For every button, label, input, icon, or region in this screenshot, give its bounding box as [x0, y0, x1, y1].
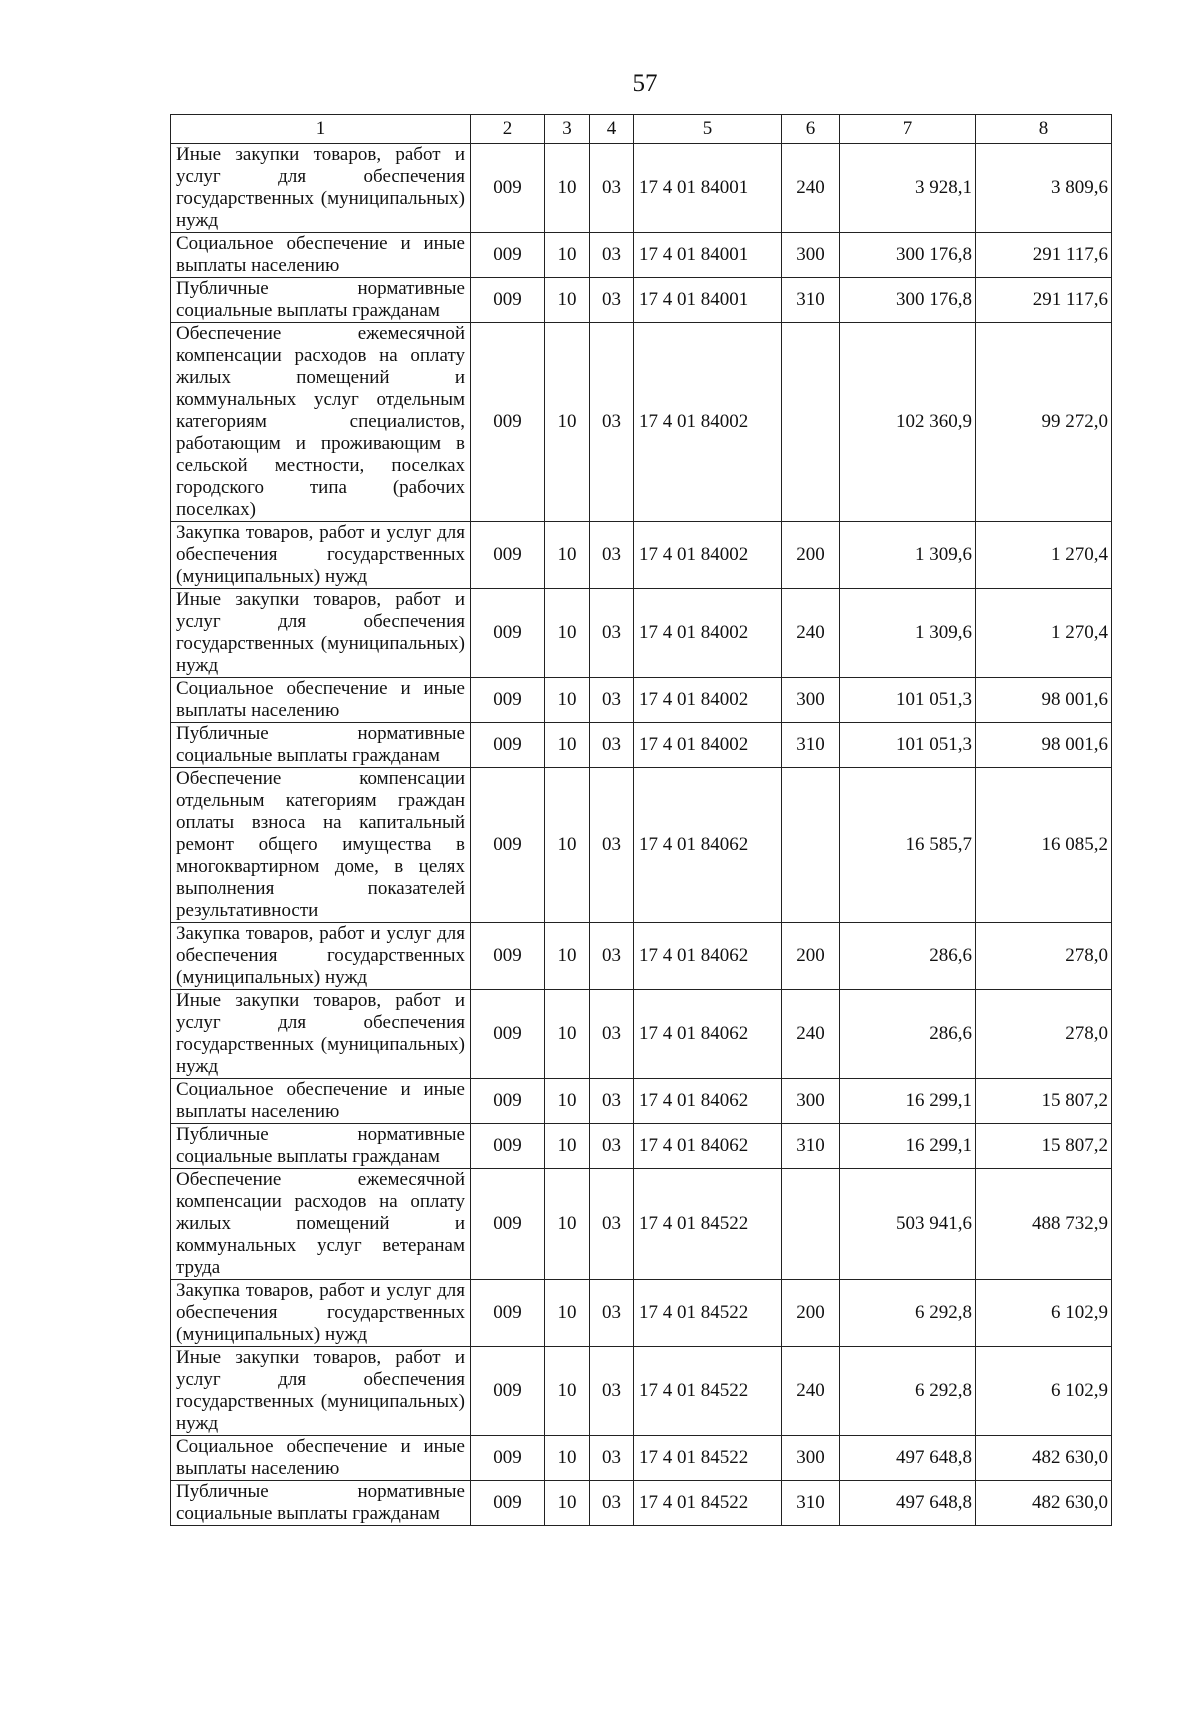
section-cell: 10: [545, 723, 590, 768]
row-name-cell: Закупка товаров, работ и услуг для обеспечения государственных (муниципальных) нужд: [171, 1280, 471, 1347]
section-cell: 10: [545, 1079, 590, 1124]
ministry-code-cell: 009: [471, 1481, 545, 1526]
target-article-cell: 17 4 01 84062: [634, 1124, 782, 1169]
section-cell: 10: [545, 1347, 590, 1436]
row-name-cell: Публичные нормативные социальные выплаты гражданам: [171, 723, 471, 768]
subsection-cell: 03: [590, 1169, 634, 1280]
amount-col8-cell: 98 001,6: [976, 723, 1112, 768]
row-name-cell: Иные закупки товаров, работ и услуг для обеспечения государственных (муниципальных) нужд: [171, 990, 471, 1079]
amount-col7-cell: 1 309,6: [840, 522, 976, 589]
target-article-cell: 17 4 01 84002: [634, 323, 782, 522]
table-row: [171, 144, 1112, 233]
target-article-cell: 17 4 01 84002: [634, 678, 782, 723]
table-row: [171, 1169, 1112, 1280]
target-article-cell: 17 4 01 84001: [634, 144, 782, 233]
amount-col7-cell: 16 585,7: [840, 768, 976, 923]
table-row: [171, 323, 1112, 522]
ministry-code-cell: 009: [471, 323, 545, 522]
ministry-code-cell: 009: [471, 990, 545, 1079]
expense-type-cell: [782, 768, 840, 923]
expense-type-cell: 310: [782, 1124, 840, 1169]
target-article-cell: 17 4 01 84522: [634, 1280, 782, 1347]
table-row: [171, 233, 1112, 278]
amount-col8-cell: 6 102,9: [976, 1280, 1112, 1347]
row-name-cell: Публичные нормативные социальные выплаты гражданам: [171, 1481, 471, 1526]
table-row: [171, 589, 1112, 678]
subsection-cell: 03: [590, 323, 634, 522]
table-row: [171, 768, 1112, 923]
table-row: [171, 923, 1112, 990]
row-name-cell: Закупка товаров, работ и услуг для обеспечения государственных (муниципальных) нужд: [171, 923, 471, 990]
amount-col7-cell: 3 928,1: [840, 144, 976, 233]
table-row: [171, 1280, 1112, 1347]
target-article-cell: 17 4 01 84522: [634, 1436, 782, 1481]
expense-type-cell: 240: [782, 144, 840, 233]
row-name-cell: Социальное обеспечение и иные выплаты населению: [171, 1079, 471, 1124]
subsection-cell: 03: [590, 1280, 634, 1347]
section-cell: 10: [545, 144, 590, 233]
section-cell: 10: [545, 1481, 590, 1526]
table-row: [171, 1436, 1112, 1481]
amount-col7-cell: 16 299,1: [840, 1124, 976, 1169]
section-cell: 10: [545, 768, 590, 923]
amount-col8-cell: 98 001,6: [976, 678, 1112, 723]
row-name-cell: Иные закупки товаров, работ и услуг для обеспечения государственных (муниципальных) нужд: [171, 144, 471, 233]
table-row: [171, 278, 1112, 323]
section-cell: 10: [545, 1169, 590, 1280]
row-name-cell: Иные закупки товаров, работ и услуг для обеспечения государственных (муниципальных) нужд: [171, 589, 471, 678]
section-cell: 10: [545, 522, 590, 589]
target-article-cell: 17 4 01 84522: [634, 1481, 782, 1526]
table-row: [171, 990, 1112, 1079]
table-body: [171, 144, 1112, 1526]
amount-col8-cell: 482 630,0: [976, 1436, 1112, 1481]
row-name-cell: Социальное обеспечение и иные выплаты населению: [171, 678, 471, 723]
column-header: 3: [545, 115, 590, 144]
amount-col8-cell: 15 807,2: [976, 1079, 1112, 1124]
ministry-code-cell: 009: [471, 278, 545, 323]
row-name-cell: Обеспечение ежемесячной компенсации расходов на оплату жилых помещений и коммунальных услуг ветеранам труда: [171, 1169, 471, 1280]
subsection-cell: 03: [590, 1436, 634, 1481]
ministry-code-cell: 009: [471, 589, 545, 678]
expense-type-cell: 240: [782, 990, 840, 1079]
amount-col7-cell: 497 648,8: [840, 1436, 976, 1481]
amount-col8-cell: 482 630,0: [976, 1481, 1112, 1526]
amount-col7-cell: 16 299,1: [840, 1079, 976, 1124]
section-cell: 10: [545, 1124, 590, 1169]
amount-col7-cell: 6 292,8: [840, 1280, 976, 1347]
expense-type-cell: 310: [782, 723, 840, 768]
column-header: 1: [171, 115, 471, 144]
subsection-cell: 03: [590, 1347, 634, 1436]
row-name-cell: Иные закупки товаров, работ и услуг для обеспечения государственных (муниципальных) нужд: [171, 1347, 471, 1436]
subsection-cell: 03: [590, 1124, 634, 1169]
column-header: 7: [840, 115, 976, 144]
amount-col8-cell: 16 085,2: [976, 768, 1112, 923]
subsection-cell: 03: [590, 144, 634, 233]
target-article-cell: 17 4 01 84062: [634, 990, 782, 1079]
amount-col7-cell: 6 292,8: [840, 1347, 976, 1436]
ministry-code-cell: 009: [471, 723, 545, 768]
target-article-cell: 17 4 01 84522: [634, 1169, 782, 1280]
ministry-code-cell: 009: [471, 1124, 545, 1169]
expense-type-cell: [782, 1169, 840, 1280]
amount-col7-cell: 101 051,3: [840, 678, 976, 723]
expense-type-cell: 300: [782, 1436, 840, 1481]
amount-col7-cell: 300 176,8: [840, 278, 976, 323]
expense-type-cell: 310: [782, 1481, 840, 1526]
column-header: 5: [634, 115, 782, 144]
ministry-code-cell: 009: [471, 522, 545, 589]
target-article-cell: 17 4 01 84062: [634, 768, 782, 923]
amount-col8-cell: 1 270,4: [976, 589, 1112, 678]
ministry-code-cell: 009: [471, 678, 545, 723]
subsection-cell: 03: [590, 1079, 634, 1124]
section-cell: 10: [545, 923, 590, 990]
subsection-cell: 03: [590, 233, 634, 278]
amount-col8-cell: 488 732,9: [976, 1169, 1112, 1280]
amount-col8-cell: 6 102,9: [976, 1347, 1112, 1436]
subsection-cell: 03: [590, 723, 634, 768]
ministry-code-cell: 009: [471, 1169, 545, 1280]
ministry-code-cell: 009: [471, 1436, 545, 1481]
subsection-cell: 03: [590, 678, 634, 723]
row-name-cell: Обеспечение компенсации отдельным категориям граждан оплаты взноса на капитальный ремонт общего имущества в многоквартирном доме, в целях выполнения показателей результативности: [171, 768, 471, 923]
subsection-cell: 03: [590, 278, 634, 323]
section-cell: 10: [545, 1280, 590, 1347]
ministry-code-cell: 009: [471, 1280, 545, 1347]
target-article-cell: 17 4 01 84062: [634, 923, 782, 990]
row-name-cell: Публичные нормативные социальные выплаты гражданам: [171, 278, 471, 323]
section-cell: 10: [545, 1436, 590, 1481]
page-number: 57: [632, 70, 658, 97]
row-name-cell: Закупка товаров, работ и услуг для обеспечения государственных (муниципальных) нужд: [171, 522, 471, 589]
column-header: 8: [976, 115, 1112, 144]
table-row: [171, 1347, 1112, 1436]
row-name-cell: Обеспечение ежемесячной компенсации расходов на оплату жилых помещений и коммунальных услуг отдельным категориям специалистов, работающим и проживающим в сельской местности, поселках городского типа (рабочих поселках): [171, 323, 471, 522]
target-article-cell: 17 4 01 84002: [634, 589, 782, 678]
target-article-cell: 17 4 01 84062: [634, 1079, 782, 1124]
amount-col8-cell: 291 117,6: [976, 278, 1112, 323]
expense-type-cell: 310: [782, 278, 840, 323]
ministry-code-cell: 009: [471, 144, 545, 233]
target-article-cell: 17 4 01 84001: [634, 278, 782, 323]
amount-col7-cell: 286,6: [840, 923, 976, 990]
subsection-cell: 03: [590, 990, 634, 1079]
expense-type-cell: 200: [782, 1280, 840, 1347]
amount-col7-cell: 101 051,3: [840, 723, 976, 768]
section-cell: 10: [545, 323, 590, 522]
table-row: [171, 1079, 1112, 1124]
subsection-cell: 03: [590, 589, 634, 678]
target-article-cell: 17 4 01 84522: [634, 1347, 782, 1436]
ministry-code-cell: 009: [471, 1079, 545, 1124]
table-row: [171, 1481, 1112, 1526]
target-article-cell: 17 4 01 84002: [634, 522, 782, 589]
amount-col8-cell: 278,0: [976, 923, 1112, 990]
column-header: 4: [590, 115, 634, 144]
ministry-code-cell: 009: [471, 768, 545, 923]
expense-type-cell: [782, 323, 840, 522]
amount-col7-cell: 503 941,6: [840, 1169, 976, 1280]
budget-table: [170, 114, 1112, 1526]
expense-type-cell: 300: [782, 678, 840, 723]
subsection-cell: 03: [590, 768, 634, 923]
section-cell: 10: [545, 589, 590, 678]
table-header-row: [171, 115, 1112, 144]
subsection-cell: 03: [590, 923, 634, 990]
table-row: [171, 1124, 1112, 1169]
target-article-cell: 17 4 01 84001: [634, 233, 782, 278]
row-name-cell: Социальное обеспечение и иные выплаты населению: [171, 1436, 471, 1481]
target-article-cell: 17 4 01 84002: [634, 723, 782, 768]
amount-col8-cell: 15 807,2: [976, 1124, 1112, 1169]
amount-col7-cell: 300 176,8: [840, 233, 976, 278]
expense-type-cell: 300: [782, 1079, 840, 1124]
column-header: 6: [782, 115, 840, 144]
ministry-code-cell: 009: [471, 923, 545, 990]
row-name-cell: Социальное обеспечение и иные выплаты населению: [171, 233, 471, 278]
amount-col7-cell: 497 648,8: [840, 1481, 976, 1526]
amount-col8-cell: 3 809,6: [976, 144, 1112, 233]
amount-col8-cell: 291 117,6: [976, 233, 1112, 278]
ministry-code-cell: 009: [471, 233, 545, 278]
amount-col8-cell: 278,0: [976, 990, 1112, 1079]
table-row: [171, 678, 1112, 723]
section-cell: 10: [545, 678, 590, 723]
table-row: [171, 522, 1112, 589]
amount-col8-cell: 99 272,0: [976, 323, 1112, 522]
expense-type-cell: 200: [782, 923, 840, 990]
section-cell: 10: [545, 278, 590, 323]
expense-type-cell: 200: [782, 522, 840, 589]
subsection-cell: 03: [590, 1481, 634, 1526]
expense-type-cell: 300: [782, 233, 840, 278]
amount-col8-cell: 1 270,4: [976, 522, 1112, 589]
section-cell: 10: [545, 233, 590, 278]
row-name-cell: Публичные нормативные социальные выплаты гражданам: [171, 1124, 471, 1169]
section-cell: 10: [545, 990, 590, 1079]
column-header: 2: [471, 115, 545, 144]
table-row: [171, 723, 1112, 768]
subsection-cell: 03: [590, 522, 634, 589]
amount-col7-cell: 1 309,6: [840, 589, 976, 678]
amount-col7-cell: 286,6: [840, 990, 976, 1079]
expense-type-cell: 240: [782, 589, 840, 678]
expense-type-cell: 240: [782, 1347, 840, 1436]
amount-col7-cell: 102 360,9: [840, 323, 976, 522]
ministry-code-cell: 009: [471, 1347, 545, 1436]
